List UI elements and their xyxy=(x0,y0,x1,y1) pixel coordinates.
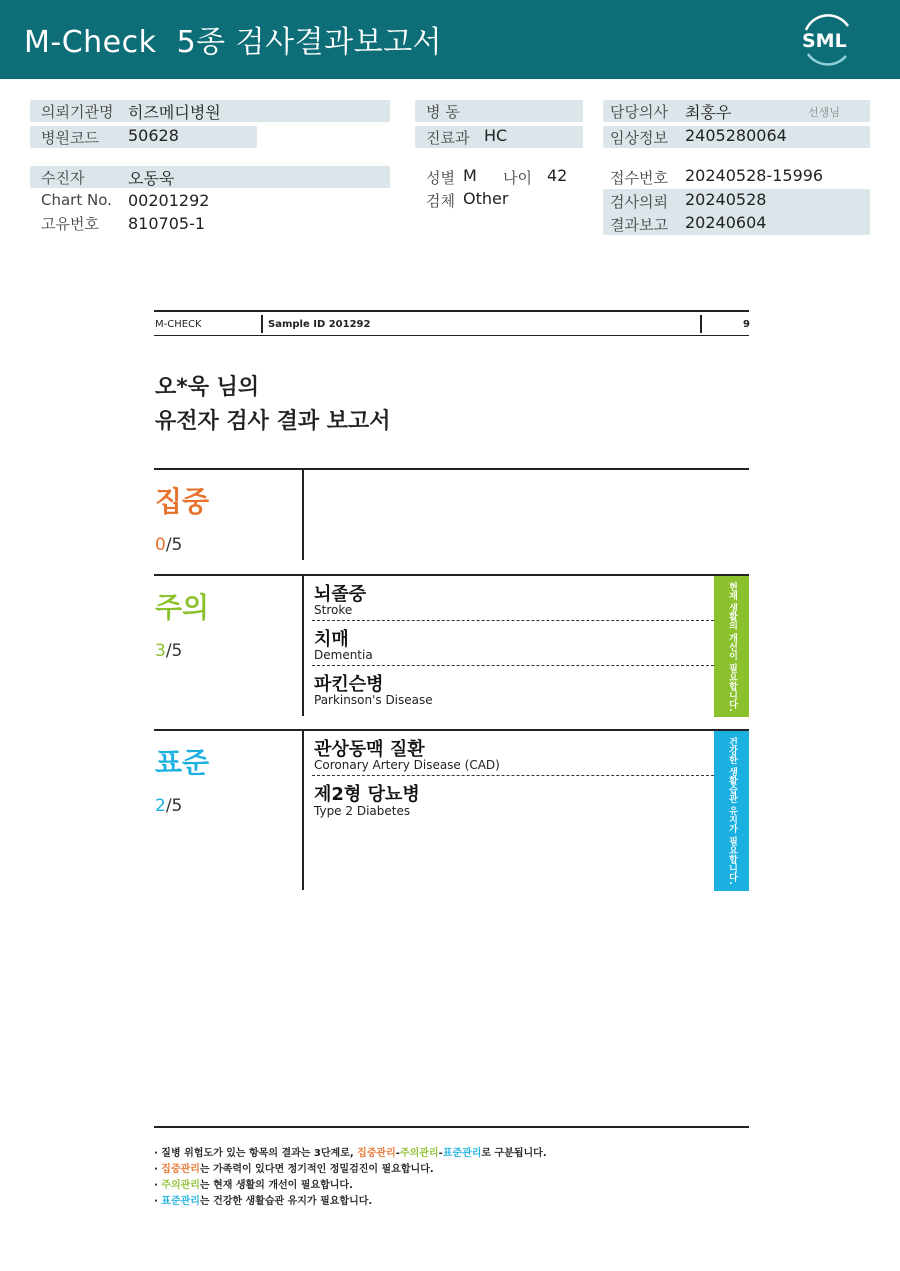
category-caution-total: /5 xyxy=(165,641,183,661)
header-bar xyxy=(0,0,900,79)
age-label: 나이 xyxy=(503,169,532,187)
disease-english-name: Parkinson's Disease xyxy=(314,693,433,707)
disease-name: 제2형 당뇨병 xyxy=(314,784,420,805)
legend-note-4: · 표준관리는 건강한 생활습관 유지가 필요합니다. xyxy=(154,1196,373,1207)
chart-value: 00201292 xyxy=(128,191,210,210)
report-header-rule xyxy=(154,335,749,336)
disease-separator xyxy=(312,665,714,666)
report-date-value: 20240604 xyxy=(685,213,767,232)
footer-rule xyxy=(154,1126,749,1128)
report-date-label: 결과보고 xyxy=(610,216,668,234)
age-value: 42 xyxy=(547,166,568,185)
disease-name: 뇌졸중 xyxy=(314,584,367,605)
hospital-code-value: 50628 xyxy=(128,126,179,145)
category-standard-score xyxy=(155,796,182,816)
category-caution-rule xyxy=(154,574,749,576)
page-number: 9 xyxy=(743,319,750,330)
disease-english-name: Dementia xyxy=(314,648,373,662)
caution-side-note-text: 현재 생활의 개선이 필요합니다. xyxy=(727,581,737,712)
category-caution-title: 주의 xyxy=(155,591,210,624)
report-header-divider-1 xyxy=(261,315,263,333)
disease-english-name: Stroke xyxy=(314,603,353,617)
category-focus-count: 0 xyxy=(155,535,166,555)
dept-value: HC xyxy=(484,126,508,145)
category-standard-divider xyxy=(302,731,304,890)
category-focus-title: 집중 xyxy=(155,485,210,518)
sex-value: M xyxy=(463,166,477,185)
specimen-label: 검체 xyxy=(426,192,455,210)
doctor-value: 최홍우 xyxy=(685,103,732,122)
category-caution-divider xyxy=(302,576,304,716)
category-focus-divider xyxy=(302,470,304,560)
disease-english-name: Type 2 Diabetes xyxy=(314,804,411,818)
report-header-divider-2 xyxy=(700,315,702,333)
category-standard-total: /5 xyxy=(165,796,183,816)
disease-separator xyxy=(312,620,714,621)
legend-note-3: · 주의관리는 현재 생활의 개선이 필요합니다. xyxy=(154,1180,353,1191)
sml-logo xyxy=(798,12,856,66)
report-brand: M-CHECK xyxy=(155,319,202,330)
disease-name: 파킨슨병 xyxy=(314,674,384,695)
disease-name: 관상동맥 질환 xyxy=(314,739,425,760)
request-label: 검사의뢰 xyxy=(610,193,668,211)
report-title: M-Check 5종 검사결과보고서 xyxy=(24,25,443,60)
disease-separator xyxy=(312,775,714,776)
request-value: 20240528 xyxy=(685,190,767,209)
dept-label: 진료과 xyxy=(426,129,470,147)
caution-side-note xyxy=(714,576,749,717)
category-focus-total: /5 xyxy=(165,535,183,555)
disease-name: 치매 xyxy=(314,629,349,650)
sex-label: 성별 xyxy=(426,169,455,187)
category-standard-rule xyxy=(154,729,749,731)
receipt-value: 20240528-15996 xyxy=(685,166,824,185)
institution-value: 히즈메디병원 xyxy=(128,103,221,122)
clinical-value: 2405280064 xyxy=(685,126,787,145)
doctor-suffix: 선생님 xyxy=(808,106,840,119)
unique-label: 고유번호 xyxy=(41,215,99,233)
standard-side-note xyxy=(714,731,749,891)
hospital-code-label: 병원코드 xyxy=(41,129,99,147)
patient-label: 수진자 xyxy=(41,169,85,187)
report-heading-line2: 유전자 검사 결과 보고서 xyxy=(155,409,391,434)
chart-label: Chart No. xyxy=(41,191,112,209)
legend-note-1: · 질병 위험도가 있는 항목의 결과는 3단계로, 집중관리-주의관리-표준관리로 구분됩니다. xyxy=(154,1148,547,1159)
logo-text: SML xyxy=(802,30,847,52)
clinical-label: 임상정보 xyxy=(610,129,668,147)
report-heading-line1: 오*욱 님의 xyxy=(155,375,260,400)
category-standard-count: 2 xyxy=(155,796,166,816)
institution-label: 의뢰기관명 xyxy=(41,103,114,121)
report-top-rule xyxy=(154,310,749,312)
doctor-label: 담당의사 xyxy=(610,103,668,121)
unique-value: 810705-1 xyxy=(128,214,206,233)
sample-id: Sample ID 201292 xyxy=(268,319,371,330)
standard-side-note-text: 건강한 생활습관 유지가 필요합니다. xyxy=(727,737,737,885)
specimen-value: Other xyxy=(463,189,509,208)
category-caution-score xyxy=(155,641,182,661)
receipt-label: 접수번호 xyxy=(610,169,668,187)
ward-label: 병 동 xyxy=(426,103,460,121)
category-caution-count: 3 xyxy=(155,641,166,661)
disease-english-name: Coronary Artery Disease (CAD) xyxy=(314,758,500,772)
legend-note-2: · 집중관리는 가족력이 있다면 정기적인 정밀검진이 필요합니다. xyxy=(154,1164,434,1175)
category-standard-title: 표준 xyxy=(155,746,210,779)
patient-value: 오동욱 xyxy=(128,169,175,188)
category-focus-score xyxy=(155,535,182,555)
category-focus-rule xyxy=(154,468,749,470)
